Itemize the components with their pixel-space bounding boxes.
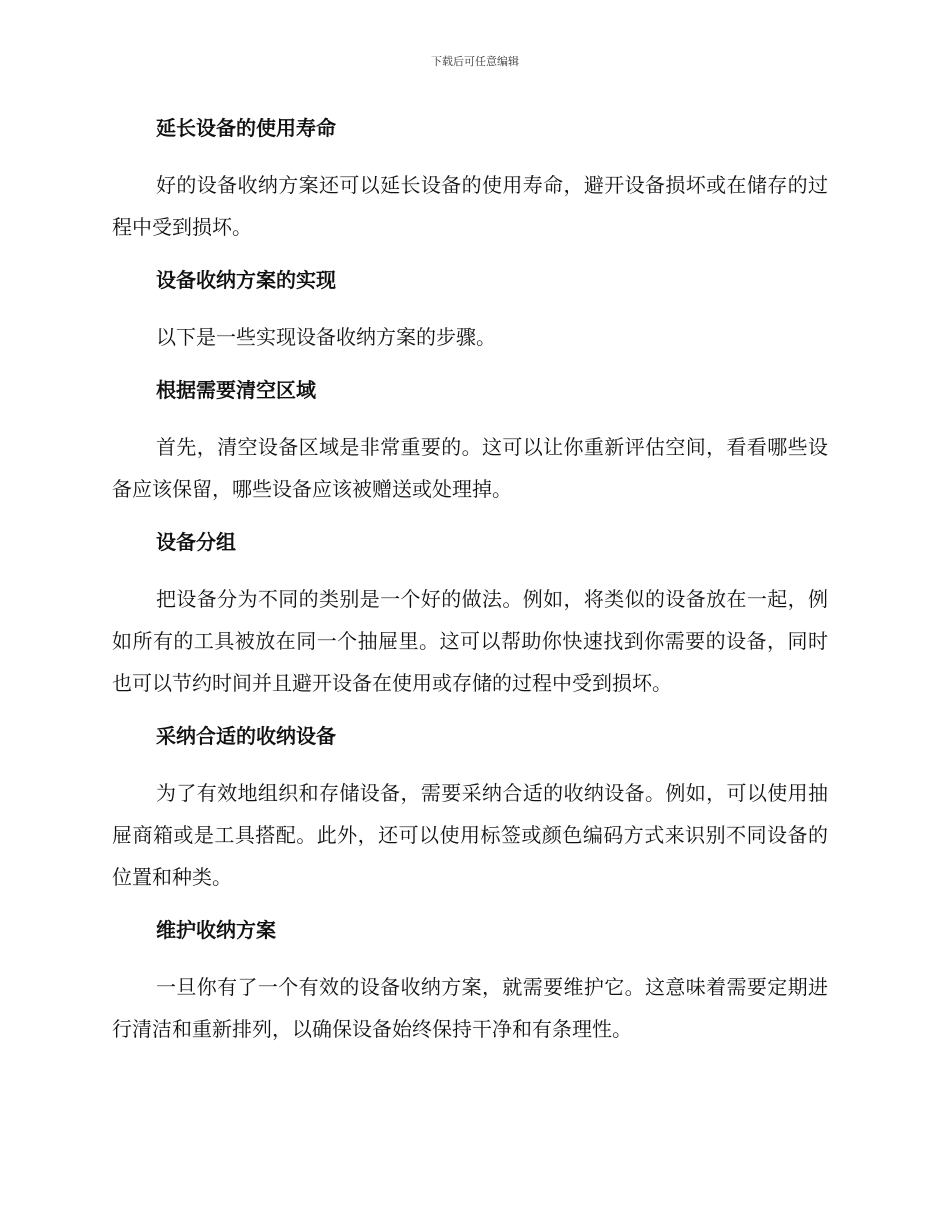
section-heading: 维护收纳方案	[156, 918, 276, 942]
section-heading: 设备收纳方案的实现	[156, 268, 336, 292]
section-paragraph: 首先，清空设备区域是非常重要的。这可以让你重新评估空间，看看哪些设备应该保留，哪些设备应该被赠送或处理掉。	[112, 435, 828, 501]
section-heading: 根据需要清空区域	[156, 378, 316, 402]
section-heading: 设备分组	[156, 530, 236, 554]
document-body	[112, 110, 828, 1050]
page-header: 下载后可任意编辑	[431, 55, 519, 68]
section-paragraph: 好的设备收纳方案还可以延长设备的使用寿命，避开设备损坏或在储存的过程中受到损坏。	[112, 173, 828, 239]
section-paragraph: 以下是一些实现设备收纳方案的步骤。	[156, 325, 496, 349]
section-paragraph: 把设备分为不同的类别是一个好的做法。例如，将类似的设备放在一起，例如所有的工具被放在同一个抽屉里。这可以帮助你快速找到你需要的设备，同时也可以节约时间并且避开设备在使用或存储的过程中受到损坏。	[112, 587, 828, 695]
section-paragraph: 一旦你有了一个有效的设备收纳方案，就需要维护它。这意味着需要定期进行清洁和重新排列，以确保设备始终保持干净和有条理性。	[112, 975, 828, 1041]
section-heading: 采纳合适的收纳设备	[156, 724, 336, 748]
section-heading: 延长设备的使用寿命	[156, 116, 336, 140]
section-paragraph: 为了有效地组织和存储设备，需要采纳合适的收纳设备。例如，可以使用抽屉商箱或是工具搭配。此外，还可以使用标签或颜色编码方式来识别不同设备的位置和种类。	[112, 781, 828, 889]
